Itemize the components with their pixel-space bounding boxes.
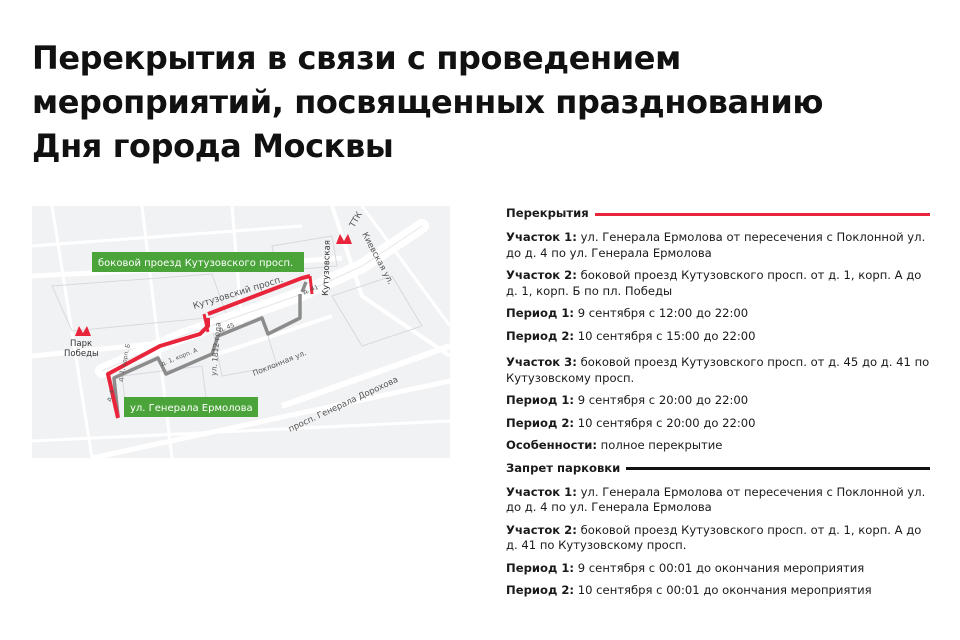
street-kutuzovsky-label: Кутузовский просп. — [191, 274, 285, 312]
closures-item — [506, 306, 930, 322]
parking-item — [506, 583, 930, 599]
metro-icon — [75, 326, 91, 336]
closures-heading — [506, 206, 930, 222]
parking-item-text: боковой проезд Кутузовского просп. от д. 1, корп. А до д. 41 по Кутузовскому просп. — [506, 522, 922, 552]
closures-item-text: 10 сентября с 20:00 до 22:00 — [574, 415, 756, 430]
parking-item-label: Период 2: — [506, 583, 575, 597]
parking-item — [506, 485, 930, 516]
label-side-road — [92, 252, 304, 272]
street-poklonnaya-label: Поклонная ул. — [251, 348, 308, 378]
parking-item — [506, 523, 930, 554]
parking-item-text: ул. Генерала Ермолова от пересечения с Поклонной ул. до д. 4 по ул. Генерала Ермолова — [506, 484, 926, 514]
house-d45-label: д. 45 — [218, 321, 236, 334]
parking-item-label: Участок 2: — [506, 522, 577, 537]
house-d1a-label: д. 1, корп. А — [160, 346, 199, 368]
closures-item-label: Период 1: — [506, 306, 575, 320]
svg-text:Парк: Парк — [70, 339, 93, 349]
parking-item-label: Период 1: — [506, 560, 575, 575]
closures-list — [506, 230, 930, 454]
parking-legend-bar — [626, 467, 930, 470]
closures-item — [506, 355, 930, 386]
metro-park-pobedy — [64, 326, 99, 359]
svg-text:Победы: Победы — [64, 349, 99, 359]
closures-item-text: полное перекрытие — [597, 438, 723, 452]
closures-item-label: Участок 2: — [506, 268, 577, 282]
info-panel — [506, 206, 930, 606]
closures-item — [506, 416, 930, 432]
closures-item-text: боковой проезд Кутузовского просп. от д. 1, корп. А до д. 1, корп. Б по пл. Победы — [506, 268, 922, 298]
closures-legend-bar — [595, 213, 930, 216]
closures-item-label: Участок 3: — [506, 355, 577, 369]
closures-item — [506, 230, 930, 261]
closures-item-label: Период 1: — [506, 393, 575, 407]
closures-item-label: Участок 1: — [506, 230, 577, 244]
closures-item — [506, 329, 930, 345]
closures-heading-label: Перекрытия — [506, 206, 589, 221]
title-line-2: мероприятий, посвященных празднованию — [32, 83, 824, 121]
parking-item — [506, 561, 930, 577]
page-title — [32, 36, 932, 168]
closures-item — [506, 268, 930, 299]
street-ttk-label: ТТК — [347, 210, 365, 230]
house-d1b-label: д. 1, корп. Б — [117, 343, 132, 383]
title-line-3: Дня города Москвы — [32, 127, 394, 165]
closures-item-text: 10 сентября с 15:00 до 22:00 — [574, 328, 756, 343]
route-map — [32, 206, 450, 458]
house-d4-label: д. 4 — [105, 389, 116, 403]
title-line-1: Перекрытия в связи с проведением — [32, 39, 681, 77]
parking-heading-label: Запрет парковки — [506, 460, 621, 475]
closures-item-text: 9 сентября с 20:00 до 22:00 — [574, 393, 749, 407]
closures-item-text: 9 сентября с 12:00 до 22:00 — [574, 306, 749, 320]
parking-list — [506, 485, 930, 599]
house-d41-label: д. 41 — [302, 283, 320, 296]
closures-item — [506, 393, 930, 409]
closures-item-text: боковой проезд Кутузовского просп. от д. 45 до д. 41 по Кутузовскому просп. — [506, 355, 930, 385]
street-kievskaya-label: Киевская ул. — [359, 230, 396, 287]
closures-item — [506, 438, 930, 454]
label-ermolova — [124, 397, 258, 417]
parking-item-label: Участок 1: — [506, 484, 577, 499]
parking-heading — [506, 461, 930, 477]
closures-item-label: Период 2: — [506, 415, 575, 430]
street-dorokhova-label: просп. Генерала Дорохова — [287, 375, 400, 435]
closures-item-label: Период 2: — [506, 328, 575, 343]
parking-item-text: 9 сентября с 00:01 до окончания мероприятия — [574, 560, 865, 575]
closures-item-text: ул. Генерала Ермолова от пересечения с Поклонной ул. до д. 4 по ул. Генерала Ермолова — [506, 230, 926, 260]
route-map-svg — [32, 206, 450, 458]
closures-item-label: Особенности: — [506, 438, 597, 452]
street-1812-label: ул. 1812 года — [209, 321, 223, 377]
svg-text:Кутузовская: Кутузовская — [321, 239, 333, 297]
svg-text:ул. Генерала Ермолова: ул. Генерала Ермолова — [130, 403, 253, 414]
parking-item-text: 10 сентября с 00:01 до окончания мероприятия — [574, 583, 872, 597]
svg-text:боковой проезд Кутузовского пр: боковой проезд Кутузовского просп. — [98, 258, 294, 269]
